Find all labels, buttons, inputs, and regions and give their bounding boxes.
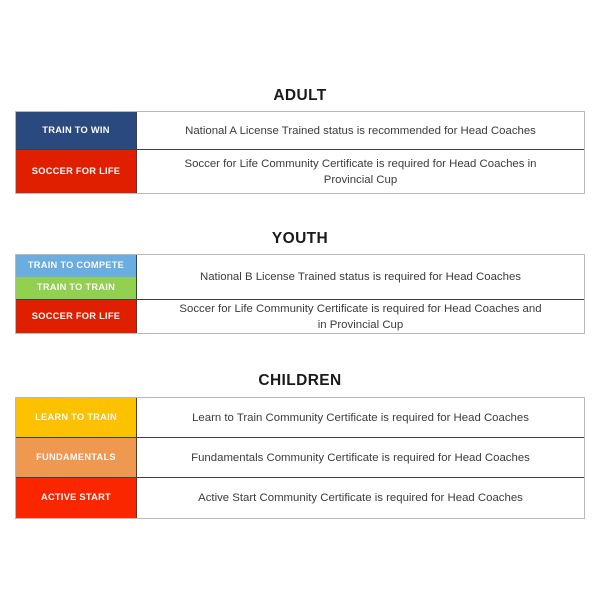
stage-label-cell: [16, 150, 137, 193]
stage-label-cell: [16, 300, 137, 333]
requirement-line: National A License Trained status is recommended for Head Coaches: [185, 124, 536, 137]
table-row: [16, 112, 584, 150]
table-row: [16, 150, 584, 193]
requirement-description-cell: [137, 112, 584, 149]
requirement-line: Soccer for Life Community Certificate is required for Head Coaches in: [184, 157, 537, 170]
section-youth: [0, 229, 600, 331]
table-row: [16, 478, 584, 518]
table-row: [16, 398, 584, 438]
section-title-adult: ADULT: [273, 87, 327, 104]
section-title-youth: YOUTH: [271, 230, 329, 247]
stage-label-cell: [16, 478, 137, 518]
stage-label-cell: [16, 438, 137, 477]
stage-band-active-start: ACTIVE START: [16, 478, 136, 518]
table-row: [16, 255, 584, 300]
section-children: [0, 371, 600, 504]
requirement-description-cell: [137, 478, 584, 518]
requirement-description-cell: [137, 398, 584, 437]
stage-band-fundamentals: FUNDAMENTALS: [16, 438, 136, 477]
requirement-line: Fundamentals Community Certificate is required for Head Coaches: [191, 451, 530, 464]
requirement-line: National B License Trained status is required for Head Coaches: [199, 271, 521, 283]
requirements-table-adult: [15, 111, 585, 194]
stage-band-train-to-win: TRAIN TO WIN: [16, 112, 136, 149]
requirement-line: in Provincial Cup: [317, 318, 404, 331]
stage-band-train-to-train: TRAIN TO TRAIN: [16, 277, 136, 299]
table-row: [16, 438, 584, 478]
requirement-description-cell: [137, 438, 584, 477]
requirements-table-youth: [15, 254, 585, 334]
requirement-line: Soccer for Life Community Certificate is required for Head Coaches and: [179, 302, 542, 315]
stage-band-soccer-for-life: SOCCER FOR LIFE: [16, 300, 136, 333]
stage-band-train-to-compete: TRAIN TO COMPETE: [16, 255, 136, 277]
table-row: [16, 300, 584, 333]
requirements-table-children: [15, 397, 585, 519]
stage-label-cell: [16, 255, 137, 299]
requirement-description-cell: [137, 255, 584, 299]
stage-band-soccer-for-life: SOCCER FOR LIFE: [16, 150, 136, 193]
stage-label-cell: [16, 398, 137, 437]
stage-band-learn-to-train: LEARN TO TRAIN: [16, 398, 136, 437]
requirement-line: Provincial Cup: [323, 173, 398, 186]
section-title-children: CHILDREN: [258, 372, 342, 389]
stage-label-cell: [16, 112, 137, 149]
requirement-description-cell: [137, 300, 584, 333]
requirement-description-cell: [137, 150, 584, 193]
section-adult: [0, 86, 600, 186]
requirement-line: Learn to Train Community Certificate is required for Head Coaches: [192, 411, 529, 424]
requirement-line: Active Start Community Certificate is required for Head Coaches: [198, 492, 523, 504]
